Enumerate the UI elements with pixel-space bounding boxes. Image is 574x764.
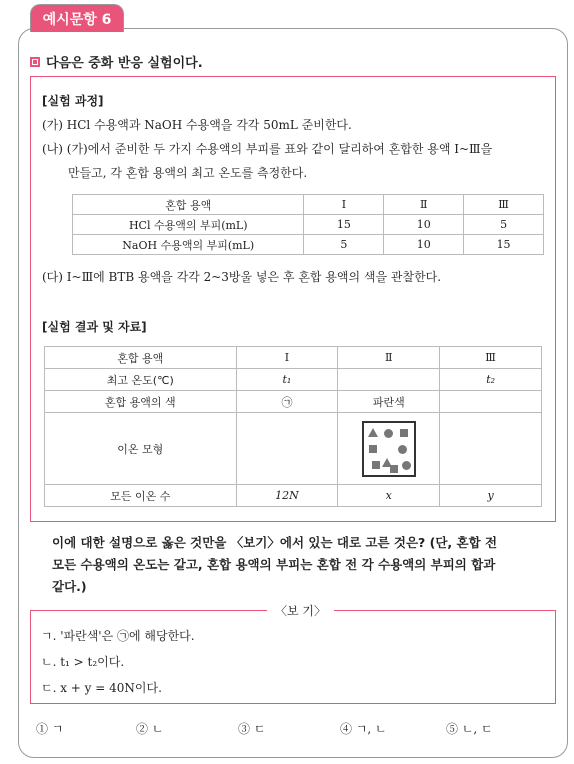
procedure-step-ga: (가) HCl 수용액과 NaOH 수용액을 각각 50mL 준비한다. <box>42 118 352 132</box>
question-line: 모든 수용액의 온도는 같고, 혼합 용액의 부피는 혼합 전 각 수용액의 부피의 합과 <box>52 557 496 572</box>
bogi-item: ㄱ. '파란색'은 ㉠에 해당한다. <box>41 629 195 643</box>
table-row <box>45 347 542 369</box>
table-cell: 이온 모형 <box>45 413 237 485</box>
bogi-title: 〈보 기〉 <box>267 602 334 619</box>
table-header-cell: Ⅲ <box>440 347 542 369</box>
table-header-cell: Ⅰ <box>304 195 384 215</box>
question-text <box>52 532 552 598</box>
table-row <box>45 391 542 413</box>
table-cell: 10 <box>384 235 464 255</box>
table-cell <box>338 369 440 391</box>
table-cell: 15 <box>304 215 384 235</box>
table-cell: ㉠ <box>236 391 338 413</box>
circle-ion-icon <box>398 445 407 454</box>
question-number-tab: 예시문항 6 <box>30 4 124 32</box>
table-row <box>45 369 542 391</box>
table-cell: HCl 수용액의 부피(mL) <box>73 215 304 235</box>
choice-1[interactable]: ① ㄱ <box>36 722 64 736</box>
procedure-step-da: (다) Ⅰ~Ⅲ에 BTB 용액을 각각 2~3방울 넣은 후 혼합 용액의 색을 관찰한다. <box>42 270 442 284</box>
table-cell: 모든 이온 수 <box>45 485 237 507</box>
table-header-cell: 혼합 용액 <box>45 347 237 369</box>
square-ion-icon <box>390 465 398 473</box>
ion-model-cell <box>338 413 440 485</box>
results-title: [실험 결과 및 자료] <box>42 320 147 334</box>
table-cell: 혼합 용액의 색 <box>45 391 237 413</box>
square-ion-icon <box>369 445 377 453</box>
question-title-text: 다음은 중화 반응 실험이다. <box>46 56 203 71</box>
table-cell: 5 <box>304 235 384 255</box>
question-title <box>30 52 203 71</box>
table-header-cell: Ⅱ <box>384 195 464 215</box>
choice-3[interactable]: ③ ㄷ <box>238 722 266 736</box>
table-cell: 5 <box>464 215 544 235</box>
question-line: 이에 대한 설명으로 옳은 것만을 〈보기〉에서 있는 대로 고른 것은? (단, 혼합 전 <box>52 535 498 550</box>
procedure-step-na-1: (나) (가)에서 준비한 두 가지 수용액의 부피를 표와 같이 달리하여 혼합한 용액 Ⅰ~Ⅲ을 <box>42 142 493 156</box>
table-cell <box>440 391 542 413</box>
square-ion-icon <box>400 429 408 437</box>
table-header-cell: Ⅰ <box>236 347 338 369</box>
square-bullet-icon <box>30 57 40 67</box>
results-table <box>44 346 542 507</box>
table-row <box>73 235 544 255</box>
table-header-cell: Ⅲ <box>464 195 544 215</box>
ion-model-diagram <box>362 421 416 477</box>
table-cell: t₂ <box>440 369 542 391</box>
bogi-item: ㄴ. t₁ > t₂이다. <box>41 655 125 669</box>
table-header-cell: 혼합 용액 <box>73 195 304 215</box>
volume-table <box>72 194 544 255</box>
choice-5[interactable]: ⑤ ㄴ, ㄷ <box>446 722 493 736</box>
table-cell: y <box>440 485 542 507</box>
table-cell: x <box>338 485 440 507</box>
table-cell: 파란색 <box>338 391 440 413</box>
circle-ion-icon <box>384 429 393 438</box>
bogi-item: ㄷ. x + y = 40N이다. <box>41 681 162 695</box>
table-row <box>73 195 544 215</box>
table-cell <box>440 413 542 485</box>
procedure-step-na-2: 만들고, 각 혼합 용액의 최고 온도를 측정한다. <box>68 166 308 180</box>
table-cell: 최고 온도(℃) <box>45 369 237 391</box>
triangle-ion-icon <box>368 428 378 437</box>
circle-ion-icon <box>402 461 411 470</box>
table-cell <box>236 413 338 485</box>
question-line: 같다.) <box>52 579 87 594</box>
table-cell: 15 <box>464 235 544 255</box>
square-ion-icon <box>372 461 380 469</box>
table-row <box>73 215 544 235</box>
table-row <box>45 485 542 507</box>
table-row <box>45 413 542 485</box>
table-cell: t₁ <box>236 369 338 391</box>
table-cell: 10 <box>384 215 464 235</box>
table-header-cell: Ⅱ <box>338 347 440 369</box>
choice-2[interactable]: ② ㄴ <box>136 722 164 736</box>
procedure-title: [실험 과정] <box>42 94 104 108</box>
choice-4[interactable]: ④ ㄱ, ㄴ <box>340 722 387 736</box>
bogi-box <box>30 604 556 704</box>
table-cell: 12N <box>236 485 338 507</box>
table-cell: NaOH 수용액의 부피(mL) <box>73 235 304 255</box>
